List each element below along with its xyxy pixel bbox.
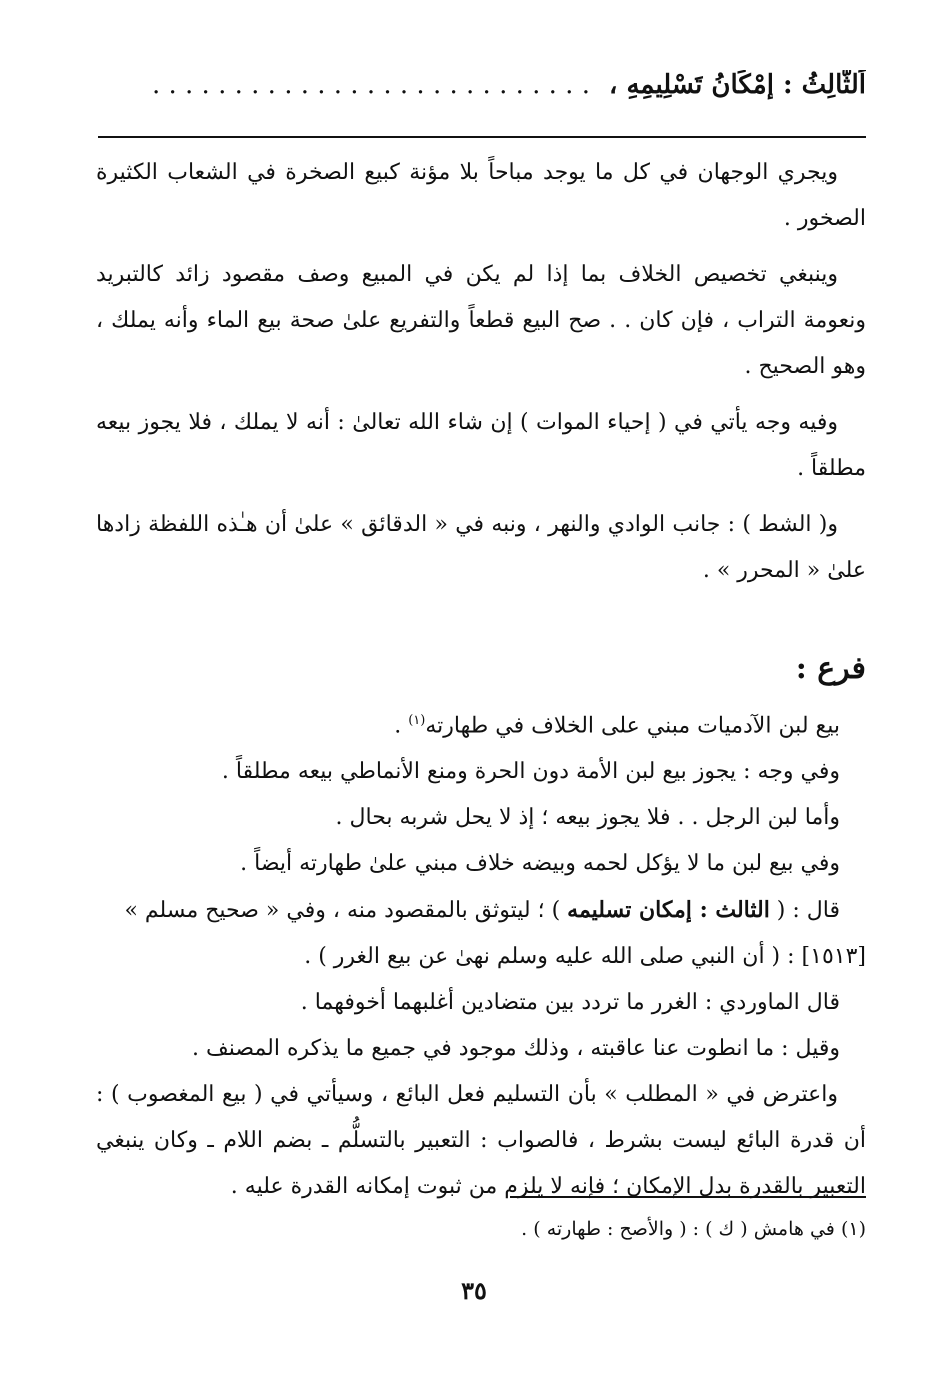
branch-line: وأما لبن الرجل . . فلا يجوز بيعه ؛ إذ لا يحل شربه بحال .	[335, 805, 840, 831]
header-rule	[98, 136, 866, 138]
footnote-number: (١)	[840, 1218, 866, 1240]
qala-line	[96, 887, 866, 934]
hadith-reference: [١٥١٣]	[801, 944, 866, 970]
paragraph: وينبغي تخصيص الخلاف بما إذا لم يكن في المبيع وصف مقصود زائد كالتبريد ونعومة التراب ، فإن كان . . صح البيع قطعاً والتفريع علىٰ صحة بيع الماء وأنه يملك ، وهو الصحيح .	[96, 262, 866, 379]
paragraph: وفيه وجه يأتي في ( إحياء الموات ) إن شاء الله تعالىٰ : أنه لا يملك ، فلا يجوز بيعه مطلقاً .	[96, 410, 866, 481]
paragraph: ويجري الوجهان في كل ما يوجد مباحاً بلا مؤنة كبيع الصخرة في الشعاب الكثيرة الصخور .	[96, 160, 866, 231]
branch-line	[96, 698, 866, 749]
footnote-marker: (١)	[408, 713, 426, 728]
paragraph: و( الشط ) : جانب الوادي والنهر ، ونبه في « الدقائق » علىٰ أن هـٰذه اللفظة زادها علىٰ « المحرر » .	[96, 512, 866, 583]
footnote	[96, 1214, 866, 1244]
qala-post: ) ؛ ليتوثق بالمقصود منه ، وفي « صحيح مسلم »	[124, 898, 568, 924]
paragraph: قال الماوردي : الغرر ما تردد بين متضادين أغلبهما أخوفهما .	[300, 990, 840, 1016]
paragraph: وقيل : ما انطوت عنا عاقبته ، وذلك موجود في جميع ما يذكره المصنف .	[191, 1036, 840, 1062]
page-number: ٣٥	[461, 1276, 487, 1305]
branch-heading: فرع :	[795, 651, 866, 686]
header-title: اَلثَّالِثُ : إِمْكَانُ تَسْلِيمِهِ ،	[609, 70, 866, 100]
header-dots: . . . . . . . . . . . . . . . . . . . . . . . . . . .	[151, 70, 590, 100]
paragraph: واعترض في « المطلب » بأن التسليم فعل البائع ، وسيأتي في ( بيع المغصوب ) : أن قدرة البائع ليست بشرط ، فالصواب : التعبير بالتسلُّم ـ بضم اللام ـ وكان ينبغي التعبير بالقدرة بدل الإمكان ؛ فإنه لا يلزم من ثبوت إمكانه القدرة عليه .	[96, 1082, 866, 1200]
branch-line: وفي بيع لبن ما لا يؤكل لحمه وبيضه خلاف مبني علىٰ طهارته أيضاً .	[240, 851, 840, 877]
main-text	[96, 150, 866, 1220]
footnote-rule	[510, 1196, 866, 1198]
branch-line: وفي وجه : يجوز بيع لبن الأمة دون الحرة ومنع الأنماطي بيعه مطلقاً .	[221, 759, 840, 785]
qala-pre: قال : (	[769, 898, 840, 924]
running-header	[100, 70, 866, 100]
matn-quote: الثالث : إمكان تسليمه	[567, 897, 770, 924]
hadith-text: : ( أن النبي صلى الله عليه وسلم نهىٰ عن بيع الغرر ) .	[304, 944, 802, 970]
footnote-text: في هامش ( ك ) : ( والأصح : طهارته ) .	[521, 1218, 835, 1240]
branch-line-text: بيع لبن الآدميات مبني على الخلاف في طهارته	[425, 713, 840, 739]
hadith-line	[96, 934, 866, 980]
branch-line-end: .	[394, 713, 409, 739]
